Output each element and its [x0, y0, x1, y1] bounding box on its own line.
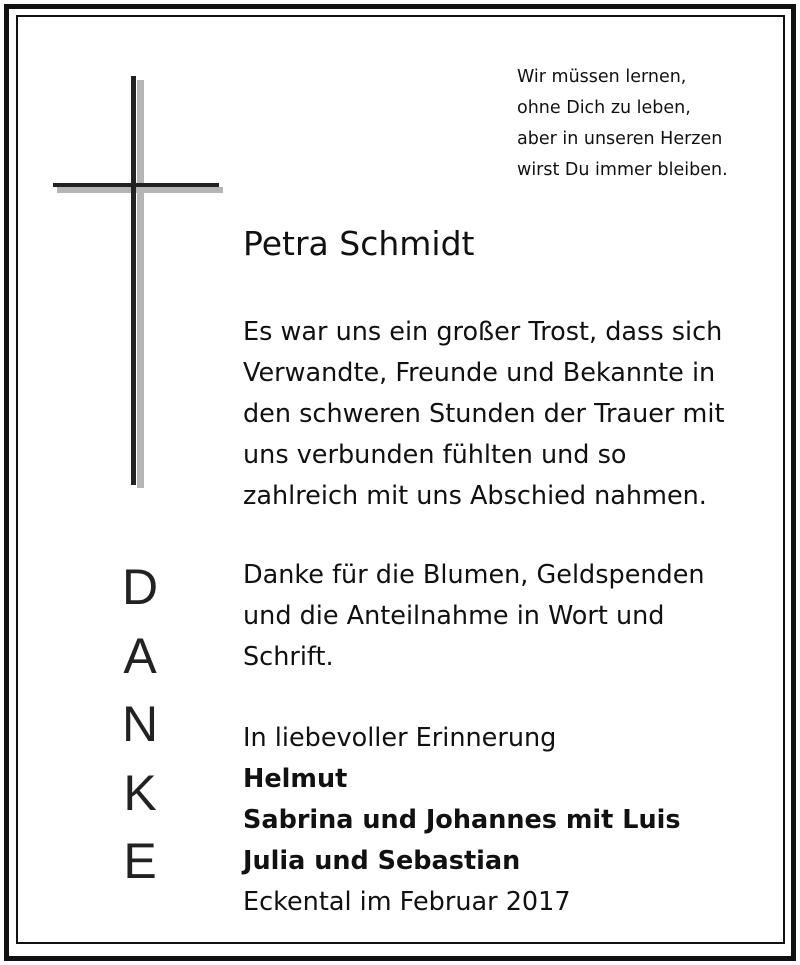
paragraph-line: und die Anteilnahme in Wort und — [243, 601, 665, 631]
vertical-danke-word — [110, 553, 170, 896]
closing-intro: In liebevoller Erinnerung — [243, 723, 557, 753]
closing-block — [243, 718, 773, 923]
quote-line: ohne Dich zu leben, — [517, 98, 691, 118]
danke-letter: K — [123, 764, 157, 821]
signer-name: Julia und Sebastian — [243, 846, 521, 876]
cross-shadow-vertical — [137, 80, 144, 488]
paragraph-line: Verwandte, Freunde und Bekannte in — [243, 358, 716, 388]
cross-shadow-horizontal — [57, 187, 223, 193]
quote-line: Wir müssen lernen, — [517, 67, 687, 87]
paragraph-line: den schweren Stunden der Trauer mit — [243, 399, 725, 429]
paragraph-line: uns verbunden fühlten und so — [243, 440, 627, 470]
signer-name: Helmut — [243, 764, 348, 794]
thanks-paragraph — [243, 312, 773, 517]
quote-line: aber in unseren Herzen — [517, 129, 723, 149]
danke-letter: A — [123, 627, 157, 684]
paragraph-line: Schrift. — [243, 642, 334, 672]
gratitude-paragraph — [243, 555, 773, 678]
deceased-name: Petra Schmidt — [243, 224, 475, 263]
paragraph-line: zahlreich mit uns Abschied nahmen. — [243, 481, 707, 511]
danke-letter: N — [121, 696, 159, 752]
danke-letter: D — [121, 559, 159, 615]
cross-beam-vertical — [131, 76, 136, 485]
paragraph-line: Danke für die Blumen, Geldspenden — [243, 560, 705, 590]
signer-name: Sabrina und Johannes mit Luis — [243, 805, 681, 835]
memorial-quote — [517, 62, 777, 186]
danke-letter: E — [123, 833, 157, 889]
quote-line: wirst Du immer bleiben. — [517, 160, 728, 180]
cross-beam-horizontal — [53, 183, 219, 187]
paragraph-line: Es war uns ein großer Trost, dass sich — [243, 317, 723, 347]
notice-body — [243, 220, 773, 923]
place-date: Eckental im Februar 2017 — [243, 887, 571, 917]
